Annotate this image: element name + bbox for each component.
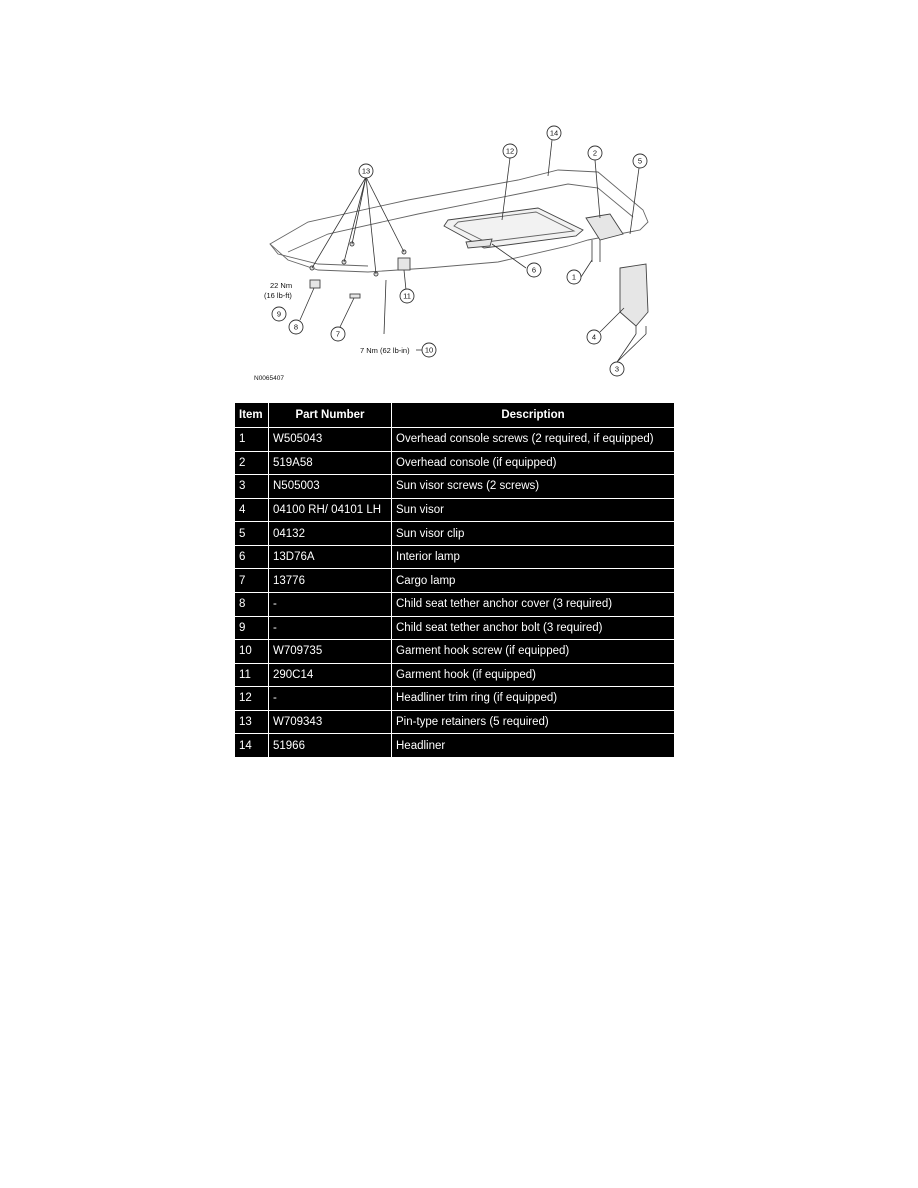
callout-12 bbox=[503, 144, 517, 158]
svg-text:3: 3 bbox=[614, 364, 620, 374]
headliner-exploded-diagram bbox=[248, 122, 680, 384]
callout-5 bbox=[633, 154, 647, 168]
callout-11 bbox=[400, 289, 414, 303]
svg-text:8: 8 bbox=[293, 322, 299, 332]
cell-description: Overhead console (if equipped) bbox=[392, 451, 675, 475]
leader-7 bbox=[340, 298, 354, 327]
callout-9 bbox=[272, 307, 286, 321]
leader-11 bbox=[404, 270, 406, 290]
svg-text:7: 7 bbox=[335, 329, 341, 339]
table-row bbox=[235, 592, 675, 616]
column-header-part-number: Part Number bbox=[269, 403, 392, 428]
cargo-lamp-shape bbox=[350, 294, 360, 298]
cell-part-number: 13D76A bbox=[269, 545, 392, 569]
leader-8 bbox=[300, 288, 314, 320]
cell-part-number: W709735 bbox=[269, 640, 392, 664]
parts-table bbox=[234, 402, 675, 758]
table-row bbox=[235, 569, 675, 593]
leader-13c bbox=[352, 177, 366, 244]
cell-item: 12 bbox=[235, 687, 269, 711]
leader-6 bbox=[492, 244, 526, 268]
table-row bbox=[235, 663, 675, 687]
cell-description: Headliner bbox=[392, 734, 675, 758]
table-row bbox=[235, 687, 675, 711]
callout-4 bbox=[587, 330, 601, 344]
leader-13b bbox=[344, 177, 366, 262]
cell-description: Garment hook (if equipped) bbox=[392, 663, 675, 687]
table-header-row bbox=[235, 403, 675, 428]
cell-description: Interior lamp bbox=[392, 545, 675, 569]
leader-4 bbox=[600, 308, 624, 332]
callout-2 bbox=[588, 146, 602, 160]
torque-10: 7 Nm (62 lb-in) bbox=[360, 346, 410, 355]
svg-text:1: 1 bbox=[571, 272, 577, 282]
tether-cover-shape bbox=[310, 280, 320, 288]
cell-part-number: W505043 bbox=[269, 428, 392, 452]
svg-text:4: 4 bbox=[591, 332, 597, 342]
cell-part-number: - bbox=[269, 592, 392, 616]
leader-10 bbox=[384, 280, 386, 334]
cell-part-number: 13776 bbox=[269, 569, 392, 593]
cell-description: Sun visor bbox=[392, 498, 675, 522]
cell-item: 2 bbox=[235, 451, 269, 475]
svg-text:6: 6 bbox=[531, 265, 537, 275]
cell-description: Sun visor clip bbox=[392, 522, 675, 546]
cell-item: 11 bbox=[235, 663, 269, 687]
cell-description: Sun visor screws (2 screws) bbox=[392, 475, 675, 499]
callout-10 bbox=[422, 343, 436, 357]
cell-description: Child seat tether anchor bolt (3 required) bbox=[392, 616, 675, 640]
cell-part-number: 04132 bbox=[269, 522, 392, 546]
cell-item: 1 bbox=[235, 428, 269, 452]
trim-ring-shape bbox=[444, 208, 583, 248]
cell-part-number: N505003 bbox=[269, 475, 392, 499]
table-row bbox=[235, 451, 675, 475]
callout-14 bbox=[547, 126, 561, 140]
callout-3 bbox=[610, 362, 624, 376]
table-row bbox=[235, 616, 675, 640]
svg-text:9: 9 bbox=[276, 309, 282, 319]
parts-table-body bbox=[235, 428, 675, 758]
table-row bbox=[235, 475, 675, 499]
cell-item: 3 bbox=[235, 475, 269, 499]
leader-5 bbox=[630, 168, 639, 234]
cell-description: Garment hook screw (if equipped) bbox=[392, 640, 675, 664]
diagram-drawing bbox=[248, 122, 680, 384]
garment-hook-shape bbox=[398, 258, 410, 270]
callout-13 bbox=[359, 164, 373, 178]
callout-6 bbox=[527, 263, 541, 277]
cell-item: 10 bbox=[235, 640, 269, 664]
cell-part-number: 290C14 bbox=[269, 663, 392, 687]
table-row bbox=[235, 640, 675, 664]
svg-text:12: 12 bbox=[505, 146, 515, 156]
column-header-description: Description bbox=[392, 403, 675, 428]
cell-part-number: 519A58 bbox=[269, 451, 392, 475]
svg-text:11: 11 bbox=[403, 291, 411, 301]
cell-item: 14 bbox=[235, 734, 269, 758]
svg-text:5: 5 bbox=[637, 156, 643, 166]
cell-item: 7 bbox=[235, 569, 269, 593]
callout-7 bbox=[331, 327, 345, 341]
cell-part-number: - bbox=[269, 687, 392, 711]
callout-8 bbox=[289, 320, 303, 334]
cell-part-number: - bbox=[269, 616, 392, 640]
table-row bbox=[235, 545, 675, 569]
column-header-item: Item bbox=[235, 403, 269, 428]
leader-13e bbox=[366, 177, 404, 252]
cell-description: Child seat tether anchor cover (3 required) bbox=[392, 592, 675, 616]
cell-part-number: 51966 bbox=[269, 734, 392, 758]
torque-9-line2: (16 lb-ft) bbox=[264, 291, 292, 300]
torque-9-line1: 22 Nm bbox=[270, 281, 293, 290]
leader-14 bbox=[548, 140, 552, 176]
cell-item: 5 bbox=[235, 522, 269, 546]
table-row bbox=[235, 734, 675, 758]
cell-item: 9 bbox=[235, 616, 269, 640]
callout-1 bbox=[567, 270, 581, 284]
svg-text:2: 2 bbox=[592, 148, 598, 158]
leader-13a bbox=[312, 177, 366, 268]
cell-description: Cargo lamp bbox=[392, 569, 675, 593]
leader-12 bbox=[502, 158, 510, 220]
svg-text:14: 14 bbox=[549, 128, 559, 138]
svg-text:13: 13 bbox=[361, 166, 371, 176]
figure-id: N0065407 bbox=[254, 375, 284, 382]
table-row bbox=[235, 498, 675, 522]
leader-3a bbox=[617, 334, 636, 362]
cell-item: 13 bbox=[235, 710, 269, 734]
cell-description: Headliner trim ring (if equipped) bbox=[392, 687, 675, 711]
table-row bbox=[235, 710, 675, 734]
cell-item: 4 bbox=[235, 498, 269, 522]
svg-text:10: 10 bbox=[424, 345, 434, 355]
cell-item: 8 bbox=[235, 592, 269, 616]
cell-part-number: 04100 RH/ 04101 LH bbox=[269, 498, 392, 522]
cell-description: Pin-type retainers (5 required) bbox=[392, 710, 675, 734]
overhead-console-shape bbox=[586, 214, 623, 240]
sun-visor-shape bbox=[620, 264, 648, 326]
headliner-rear-edge bbox=[270, 244, 368, 266]
leader-1 bbox=[581, 260, 592, 277]
cell-part-number: W709343 bbox=[269, 710, 392, 734]
cell-description: Overhead console screws (2 required, if equipped) bbox=[392, 428, 675, 452]
table-row bbox=[235, 522, 675, 546]
table-row bbox=[235, 428, 675, 452]
leader-3b bbox=[617, 334, 646, 362]
cell-item: 6 bbox=[235, 545, 269, 569]
